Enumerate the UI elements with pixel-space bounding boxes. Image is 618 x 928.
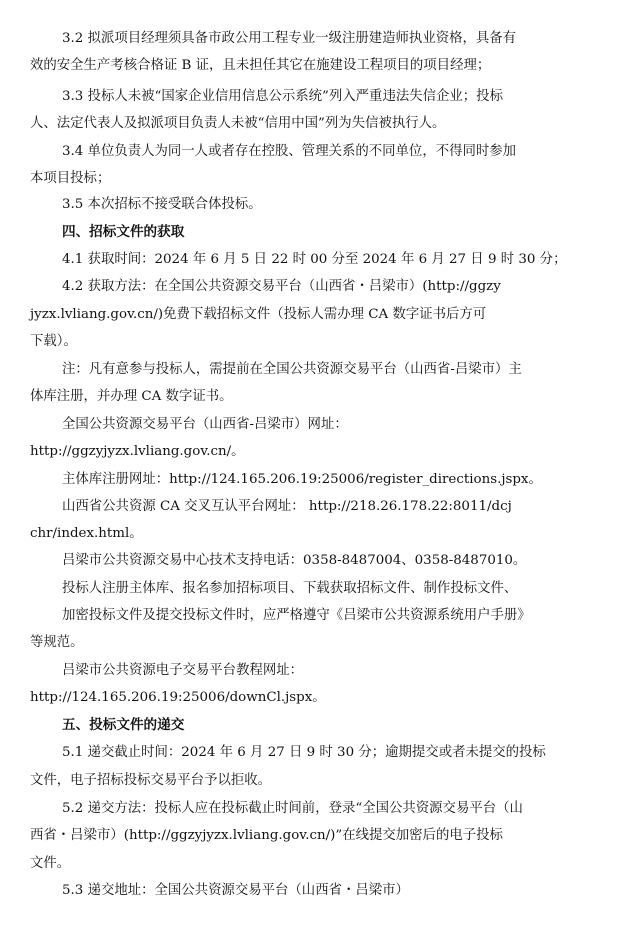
text-line: 等规范。: [30, 635, 84, 650]
text-line: 主体库注册网址：http://124.165.206.19:25006/register_directions.jspx。: [62, 472, 542, 487]
text-line: 注：凡有意参与投标人，需提前在全国公共资源交易平台（山西省-吕梁市）主: [62, 362, 522, 377]
text-line: 5.1 递交截止时间：2024 年 6 月 27 日 9 时 30 分；逾期提交或者未提交的投标: [62, 745, 546, 760]
text-line: 投标人注册主体库、报名参加招标项目、下载获取招标文件、制作投标文件、: [62, 581, 518, 596]
text-line: 全国公共资源交易平台（山西省-吕梁市）网址：: [62, 417, 348, 432]
text-line: 文件。: [30, 856, 71, 871]
text-line: chr/index.html。: [30, 526, 143, 541]
text-line: jyzx.lvliang.gov.cn/)免费下载招标文件（投标人需办理 CA 数字证书后方可: [30, 307, 487, 322]
text-line: 3.5 本次招标不接受联合体投标。: [62, 197, 262, 212]
text-line: 人、法定代表人及拟派项目负责人未被“信用中国”列为失信被执行人。: [30, 116, 446, 131]
text-line: 下载）。: [30, 334, 77, 349]
text-line: 文件，电子招标投标交易平台予以拒收。: [30, 773, 272, 788]
text-line: 4.2 获取方法：在全国公共资源交易平台（山西省・吕梁市）(http://ggzy: [62, 279, 501, 294]
text-line: 本项目投标；: [30, 171, 111, 186]
text-line: 3.3 投标人未被“国家企业信用信息公示系统”列入严重违法失信企业；投标: [62, 89, 503, 104]
text-line: 西省・吕梁市）(http://ggzyjyzx.lvliang.gov.cn/)”在线提交加密后的电子投标: [30, 828, 503, 843]
text-line: 体库注册，并办理 CA 数字证书。: [30, 389, 233, 404]
text-line: 加密投标文件及提交投标文件时，应严格遵守《吕梁市公共资源系统用户手册》: [62, 608, 531, 623]
section-heading: 四、招标文件的获取: [62, 224, 185, 240]
text-line: 山西省公共资源 CA 交叉互认平台网址： http://218.26.178.22:8011/dcj: [62, 499, 512, 514]
text-line: 5.2 递交方法：投标人应在投标截止时间前，登录“全国公共资源交易平台（山: [62, 801, 523, 816]
text-line: 4.1 获取时间：2024 年 6 月 5 日 22 时 00 分至 2024 年 6 月 27 日 9 时 30 分；: [62, 252, 567, 267]
text-line: 吕梁市公共资源交易中心技术支持电话：0358-8487004、0358-8487010。: [62, 553, 527, 568]
url-text: http://124.165.206.19:25006/downCl.jspx。: [30, 690, 326, 705]
section-heading: 五、投标文件的递交: [62, 717, 185, 733]
text-line: 效的安全生产考核合格证 B 证，且未担任其它在施建设工程项目的项目经理；: [30, 58, 491, 73]
text-line: 5.3 递交地址：全国公共资源交易平台（山西省・吕梁市）: [62, 883, 409, 898]
text-line: 吕梁市公共资源电子交易平台教程网址：: [62, 663, 304, 678]
text-line: 3.2 拟派项目经理须具备市政公用工程专业一级注册建造师执业资格，具备有: [62, 31, 517, 46]
url-text: http://ggzyjyzx.lvliang.gov.cn/。: [30, 444, 245, 459]
text-line: 3.4 单位负责人为同一人或者存在控股、管理关系的不同单位，不得同时参加: [62, 144, 517, 159]
